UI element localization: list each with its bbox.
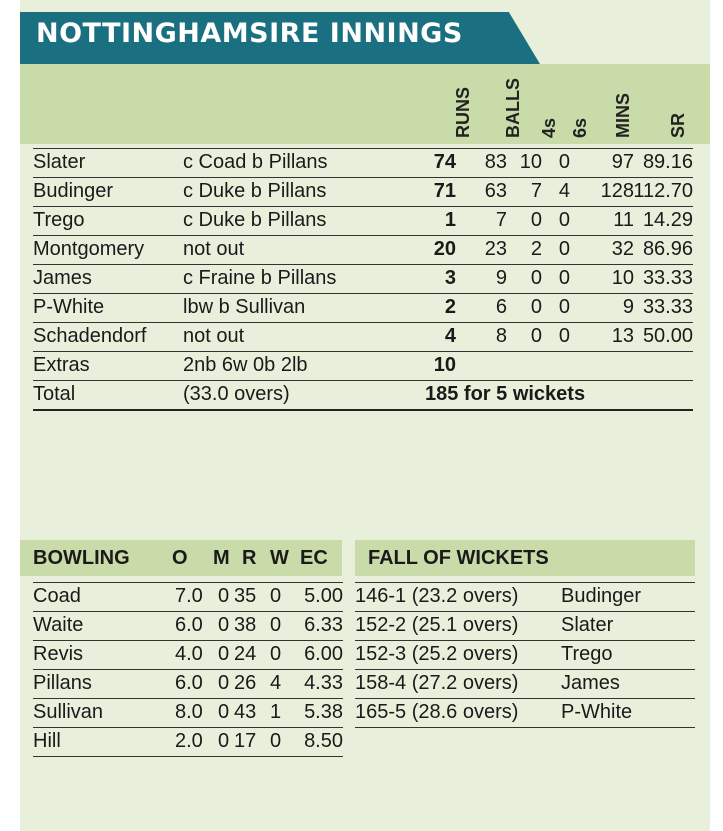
sixes: 0	[558, 209, 570, 231]
fours: 0	[530, 296, 542, 318]
balls: 83	[484, 151, 507, 173]
sixes: 0	[558, 267, 570, 289]
bowling-row	[33, 669, 343, 699]
bowling-header	[20, 540, 342, 576]
balls: 23	[484, 238, 507, 260]
bowling-row	[33, 698, 343, 728]
total-row	[33, 380, 693, 411]
fours: 2	[530, 238, 542, 260]
fow-row	[355, 669, 695, 699]
batter-name: Trego	[33, 209, 85, 231]
header-4s: 4s	[539, 117, 559, 138]
minutes: 9	[622, 296, 634, 318]
header-6s: 6s	[570, 117, 590, 138]
bowling-row	[33, 582, 343, 612]
economy: 4.33	[304, 672, 343, 694]
batter-name: Montgomery	[33, 238, 145, 260]
overs: 6.0	[175, 614, 203, 636]
batting-row	[33, 235, 693, 265]
bowling-col-m: M	[213, 547, 230, 569]
extras-detail: 2nb 6w 0b 2lb	[183, 354, 308, 376]
header-mins: MINS	[613, 93, 633, 138]
total-label: Total	[33, 383, 76, 405]
wickets: 0	[270, 614, 282, 636]
fow-row	[355, 611, 695, 641]
dismissal: not out	[183, 325, 245, 347]
header-sr: SR	[668, 112, 688, 138]
fow-batter: Budinger	[561, 585, 642, 607]
batter-name: Slater	[33, 151, 86, 173]
maidens: 0	[218, 585, 230, 607]
runs: 3	[444, 267, 456, 289]
strike-rate: 112.70	[633, 180, 693, 202]
overs: 8.0	[175, 701, 203, 723]
fow-batter: Trego	[561, 643, 613, 665]
dismissal: lbw b Sullivan	[183, 296, 306, 318]
overs: 4.0	[175, 643, 203, 665]
runs: 1	[444, 209, 456, 231]
minutes: 11	[613, 209, 634, 231]
fours: 10	[519, 151, 542, 173]
minutes: 32	[611, 238, 634, 260]
batting-row	[33, 206, 693, 236]
dismissal: c Duke b Pillans	[183, 180, 327, 202]
batting-header-band	[20, 64, 710, 144]
bowling-col-ec: EC	[300, 547, 328, 569]
bowler-name: Coad	[33, 585, 81, 607]
strike-rate: 50.00	[642, 325, 693, 347]
fall-of-wickets-heading: FALL OF WICKETS	[368, 547, 549, 569]
sixes: 0	[558, 151, 570, 173]
runs: 4	[444, 325, 456, 347]
total-overs: (33.0 overs)	[183, 383, 290, 405]
fow-row	[355, 582, 695, 612]
runs: 20	[433, 238, 456, 260]
fow-score: 158-4 (27.2 overs)	[355, 672, 519, 694]
sixes: 4	[558, 180, 570, 202]
minutes: 128	[600, 180, 634, 202]
strike-rate: 89.16	[642, 151, 693, 173]
balls: 7	[495, 209, 507, 231]
batting-row	[33, 322, 693, 352]
dismissal: c Duke b Pillans	[183, 209, 327, 231]
minutes: 97	[611, 151, 634, 173]
header-balls: BALLS	[503, 78, 523, 138]
dismissal: c Coad b Pillans	[183, 151, 328, 173]
bowling-col-r: R	[242, 547, 257, 569]
balls: 8	[495, 325, 507, 347]
batter-name: P-White	[33, 296, 105, 318]
strike-rate: 33.33	[642, 296, 693, 318]
extras-label: Extras	[33, 354, 90, 376]
runs-conceded: 24	[234, 643, 257, 665]
overs: 7.0	[175, 585, 203, 607]
fow-score: 165-5 (28.6 overs)	[355, 701, 519, 723]
fow-row	[355, 698, 695, 728]
runs: 2	[444, 296, 456, 318]
runs-conceded: 17	[234, 730, 257, 752]
fours: 0	[530, 209, 542, 231]
runs: 74	[433, 151, 456, 173]
bowler-name: Waite	[33, 614, 84, 636]
batting-row	[33, 293, 693, 323]
maidens: 0	[218, 643, 230, 665]
economy: 6.33	[304, 614, 343, 636]
extras-runs: 10	[433, 354, 456, 376]
strike-rate: 14.29	[642, 209, 693, 231]
fours: 0	[530, 325, 542, 347]
bowler-name: Revis	[33, 643, 84, 665]
fall-of-wickets-header	[355, 540, 695, 576]
batter-name: Budinger	[33, 180, 114, 202]
total-score: 185 for 5 wickets	[425, 383, 586, 405]
maidens: 0	[218, 672, 230, 694]
balls: 6	[495, 296, 507, 318]
fow-row	[355, 640, 695, 670]
bowler-name: Pillans	[33, 672, 92, 694]
maidens: 0	[218, 730, 230, 752]
minutes: 13	[611, 325, 634, 347]
page-title: NOTTINGHAMSIRE INNINGS	[36, 18, 463, 49]
fours: 7	[530, 180, 542, 202]
batting-row	[33, 264, 693, 294]
bowler-name: Sullivan	[33, 701, 104, 723]
wickets: 4	[270, 672, 282, 694]
bowling-row	[33, 727, 343, 757]
bowling-row	[33, 611, 343, 641]
fow-batter: Slater	[561, 614, 614, 636]
dismissal: c Fraine b Pillans	[183, 267, 337, 289]
batter-name: James	[33, 267, 92, 289]
sixes: 0	[558, 296, 570, 318]
header-runs: RUNS	[453, 86, 473, 138]
strike-rate: 33.33	[642, 267, 693, 289]
maidens: 0	[218, 701, 230, 723]
sixes: 0	[558, 325, 570, 347]
fow-score: 146-1 (23.2 overs)	[355, 585, 519, 607]
extras-row	[33, 351, 693, 381]
overs: 6.0	[175, 672, 203, 694]
runs: 71	[433, 180, 456, 202]
sixes: 0	[558, 238, 570, 260]
batter-name: Schadendorf	[33, 325, 147, 347]
balls: 63	[484, 180, 507, 202]
economy: 6.00	[304, 643, 343, 665]
batting-row	[33, 148, 693, 178]
bowling-col-o: O	[172, 547, 188, 569]
fow-score: 152-3 (25.2 overs)	[355, 643, 519, 665]
batting-row	[33, 177, 693, 207]
wickets: 0	[270, 643, 282, 665]
fow-batter: James	[561, 672, 620, 694]
runs-conceded: 43	[234, 701, 257, 723]
bowling-col-w: W	[270, 547, 289, 569]
wickets: 1	[270, 701, 282, 723]
economy: 5.00	[304, 585, 343, 607]
minutes: 10	[611, 267, 634, 289]
bowler-name: Hill	[33, 730, 61, 752]
wickets: 0	[270, 585, 282, 607]
overs: 2.0	[175, 730, 203, 752]
runs-conceded: 35	[234, 585, 257, 607]
bowling-row	[33, 640, 343, 670]
runs-conceded: 38	[234, 614, 257, 636]
strike-rate: 86.96	[642, 238, 693, 260]
runs-conceded: 26	[234, 672, 257, 694]
maidens: 0	[218, 614, 230, 636]
dismissal: not out	[183, 238, 245, 260]
economy: 5.38	[304, 701, 343, 723]
fours: 0	[530, 267, 542, 289]
balls: 9	[495, 267, 507, 289]
wickets: 0	[270, 730, 282, 752]
economy: 8.50	[304, 730, 343, 752]
fow-score: 152-2 (25.1 overs)	[355, 614, 519, 636]
bowling-heading: BOWLING	[33, 547, 130, 569]
fow-batter: P-White	[561, 701, 633, 723]
